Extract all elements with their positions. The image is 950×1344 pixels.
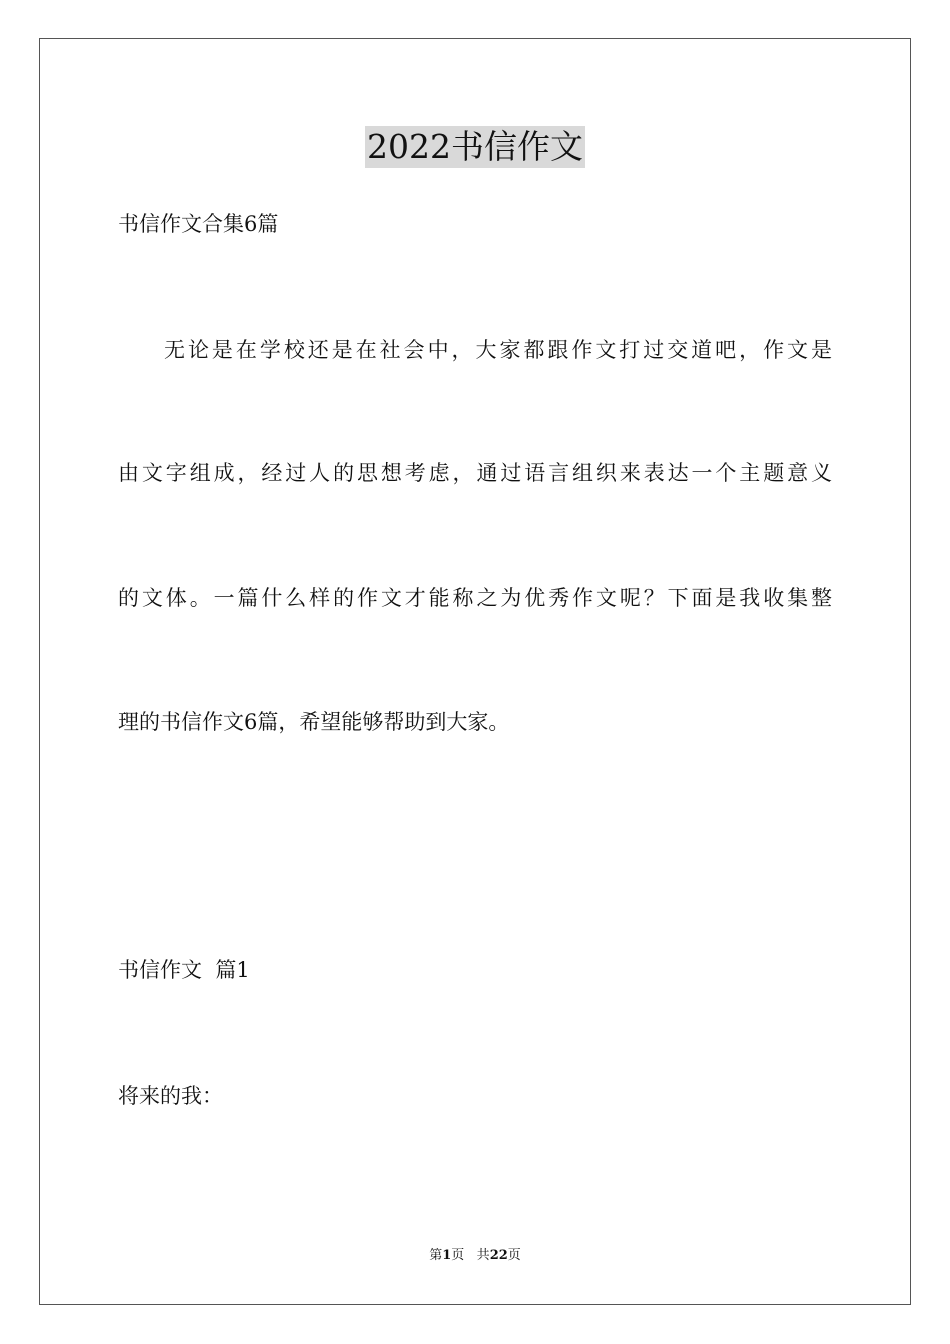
- footer-total-suffix: 页: [507, 1248, 521, 1263]
- document-title: 2022书信作文: [367, 127, 583, 166]
- title-container: [0, 126, 950, 168]
- footer-page-suffix: 页: [451, 1248, 465, 1263]
- footer-total-prefix: 共: [476, 1248, 490, 1263]
- page-footer: [0, 1247, 950, 1265]
- intro-line-4: 理的书信作文6篇，希望能够帮助到大家。: [118, 710, 510, 734]
- footer-total-pages: 22: [489, 1248, 508, 1263]
- document-subtitle: 书信作文合集6篇: [118, 212, 279, 236]
- salutation: 将来的我：: [118, 1084, 223, 1108]
- section-heading: 书信作文 篇1: [118, 958, 250, 982]
- intro-line-1: 无论是在学校还是在社会中，大家都跟作文打过交道吧，作文是: [164, 338, 832, 362]
- intro-line-2: 由文字组成，经过人的思想考虑，通过语言组织来表达一个主题意义: [118, 461, 832, 485]
- footer-page-number: 1: [442, 1248, 452, 1263]
- footer-page-prefix: 第: [429, 1248, 443, 1263]
- intro-line-3: 的文体。一篇什么样的作文才能称之为优秀作文呢？下面是我收集整: [118, 586, 832, 610]
